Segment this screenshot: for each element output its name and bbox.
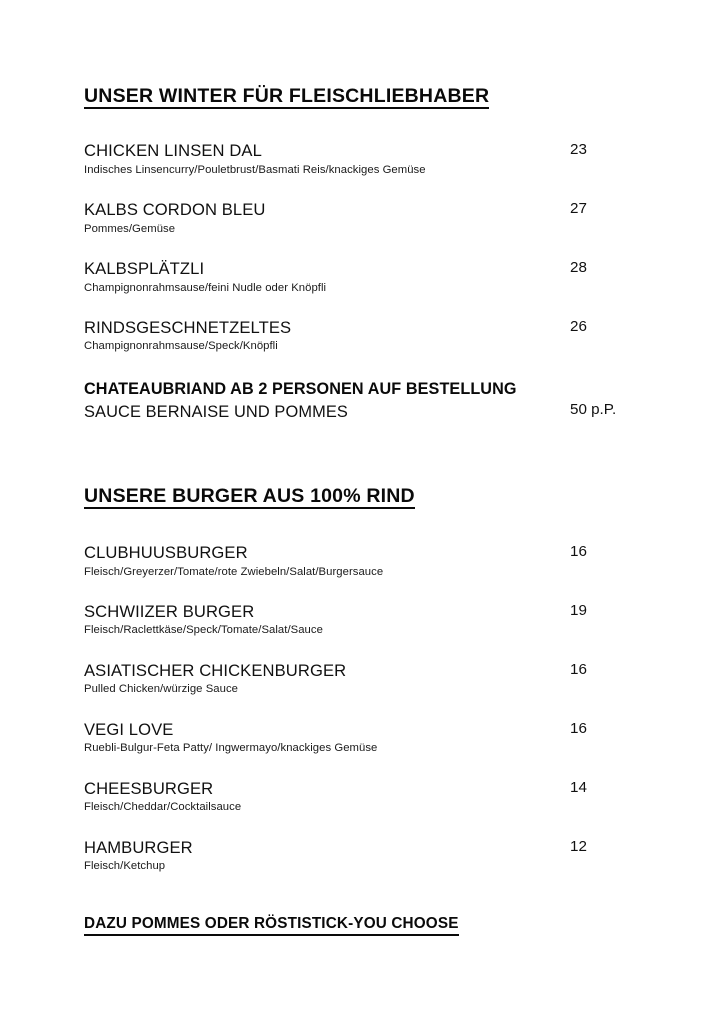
menu-item-price: 16: [570, 543, 587, 561]
menu-items-burger: [84, 543, 640, 873]
menu-item-description: Pommes/Gemüse: [84, 222, 176, 235]
menu-item: [84, 779, 640, 815]
menu-item-name: CLUBHUUSBURGER: [84, 543, 248, 563]
menu-item-name: SCHWIIZER BURGER: [84, 602, 255, 622]
menu-item-description: Fleisch/Greyerzer/Tomate/rote Zwiebeln/Salat/Burgersauce: [84, 565, 384, 578]
menu-item-price: 12: [570, 837, 587, 855]
menu-item-name: VEGI LOVE: [84, 720, 174, 740]
menu-item-subtitle: SAUCE BERNAISE UND POMMES: [84, 402, 348, 421]
section-divider-space: [84, 422, 640, 486]
menu-item-name: ASIATISCHER CHICKENBURGER: [84, 661, 347, 681]
menu-item-description: Indisches Linsencurry/Pouletbrust/Basmati Reis/knackiges Gemüse: [84, 163, 426, 176]
menu-item-price: 28: [570, 259, 587, 277]
menu-item: [84, 141, 640, 177]
menu-item-name: KALBS CORDON BLEU: [84, 200, 266, 220]
menu-item-name: HAMBURGER: [84, 837, 193, 857]
menu-item-price: 23: [570, 141, 587, 159]
menu-item-description: Fleisch/Cheddar/Cocktailsauce: [84, 801, 242, 814]
menu-item-price: 50 p.P.: [570, 401, 617, 419]
menu-item-price: 14: [570, 778, 587, 796]
menu-item-price: 26: [570, 318, 587, 336]
section-heading-meat-wrap: [84, 86, 640, 109]
menu-item-name: CHEESBURGER: [84, 778, 214, 798]
footer-note-wrap: [84, 916, 640, 936]
menu-item-description: Fleisch/Ketchup: [84, 860, 166, 873]
section-heading-burger: UNSERE BURGER AUS 100% RIND: [84, 486, 415, 509]
menu-item-description: Pulled Chicken/würzige Sauce: [84, 683, 238, 696]
menu-item-price: 27: [570, 200, 587, 218]
menu-item-name: RINDSGESCHNETZELTES: [84, 318, 292, 338]
section-heading-meat: UNSER WINTER FÜR FLEISCHLIEBHABER: [84, 86, 489, 109]
menu-item: [84, 543, 640, 579]
menu-item-description: Ruebli-Bulgur-Feta Patty/ Ingwermayo/knackiges Gemüse: [84, 742, 378, 755]
menu-item: [84, 720, 640, 756]
menu-item: [84, 259, 640, 295]
menu-item-description: Fleisch/Raclettkäse/Speck/Tomate/Salat/Sauce: [84, 624, 323, 637]
menu-item-name: CHICKEN LINSEN DAL: [84, 141, 262, 161]
menu-item: [84, 661, 640, 697]
menu-item-description: Champignonrahmsause/feini Nudle oder Knöpfli: [84, 281, 327, 294]
menu-item: [84, 200, 640, 236]
menu-item-price: 16: [570, 661, 587, 679]
menu-item-description: Champignonrahmsause/Speck/Knöpfli: [84, 340, 278, 353]
section-heading-burger-wrap: [84, 486, 640, 509]
menu-item: [84, 838, 640, 874]
menu-item: [84, 602, 640, 638]
menu-item-name: KALBSPLÄTZLI: [84, 259, 205, 279]
menu-item-name: CHATEAUBRIAND AB 2 PERSONEN AUF BESTELLUNG: [84, 380, 517, 399]
menu-content: [84, 86, 640, 936]
menu-item-chateaubriand: [84, 380, 640, 422]
menu-item-price: 19: [570, 602, 587, 620]
footer-note: DAZU POMMES ODER RÖSTISTICK-YOU CHOOSE: [84, 916, 459, 936]
menu-item: [84, 318, 640, 354]
menu-items-meat: [84, 141, 640, 421]
menu-item-price: 16: [570, 720, 587, 738]
